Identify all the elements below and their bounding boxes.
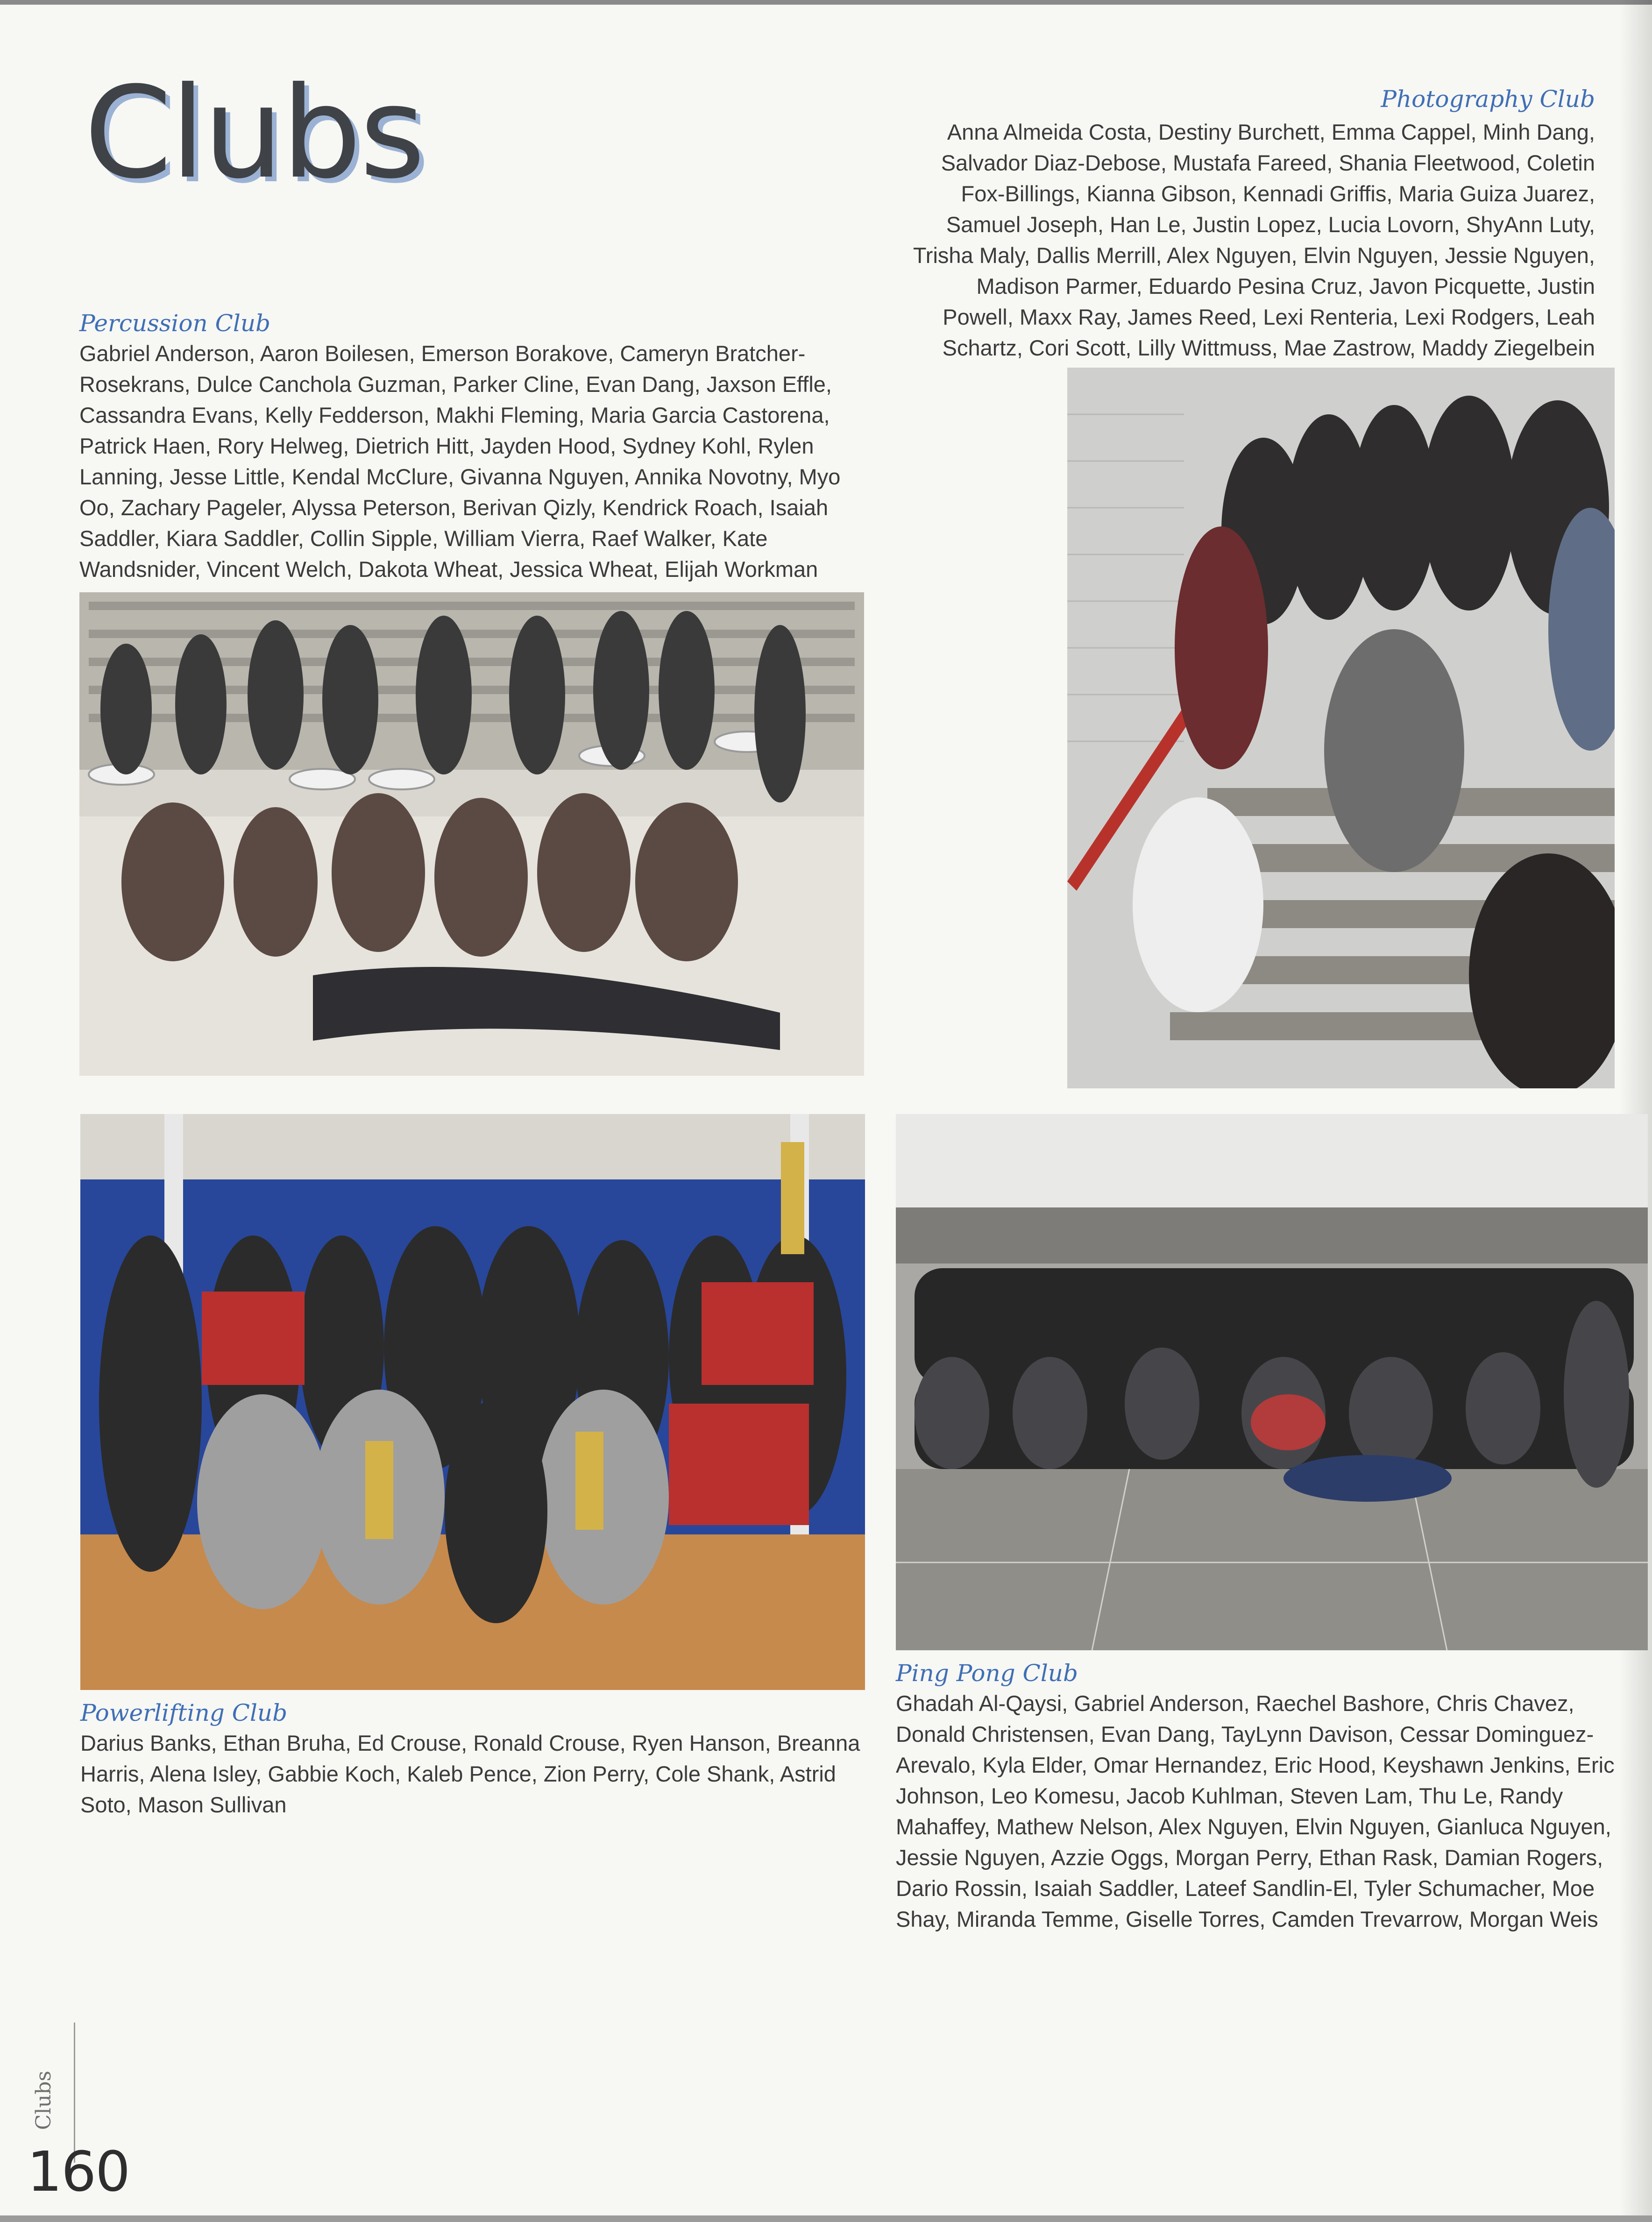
- percussion-club-heading: Percussion Club: [79, 310, 271, 337]
- pingpong-club-block: [896, 1661, 1634, 1935]
- powerlifting-club-block: [80, 1700, 884, 1820]
- page-top-edge: [0, 0, 1652, 5]
- pingpong-club-heading: Ping Pong Club: [896, 1660, 1078, 1687]
- powerlifting-club-members: Darius Banks, Ethan Bruha, Ed Crouse, Ronald Crouse, Ryen Hanson, Breanna Harris, Alena Isley, Gabbie Koch, Kaleb Pence, Zion Perry, Cole Shank, Astrid Soto, Mason Sullivan: [80, 1731, 860, 1817]
- percussion-club-block: [79, 311, 864, 585]
- photography-club-photo: [1067, 368, 1615, 1088]
- page-bottom-edge: [0, 2215, 1652, 2222]
- photography-club-members: Anna Almeida Costa, Destiny Burchett, Emma Cappel, Minh Dang, Salvador Diaz-Debose, Mustafa Fareed, Shania Fleetwood, Coletin Fox-Billings, Kianna Gibson, Kennadi Griffis, Maria Guiza Juarez, Samuel Joseph, Han Le, Justin Lopez, Lucia Lovorn, ShyAnn Luty, Trisha Maly, Dallis Merrill, Alex Nguyen, Elvin Nguyen, Jessie Nguyen, Madison Parmer, Eduardo Pesina Cruz, Javon Picquette, Justin Powell, Maxx Ray, James Reed, Lexi Renteria, Lexi Rodgers, Leah Schartz, Cori Scott, Lilly Wittmuss, Mae Zastrow, Maddy Ziegelbein: [913, 120, 1595, 360]
- photography-club-heading: Photography Club: [1381, 85, 1595, 113]
- percussion-club-members: Gabriel Anderson, Aaron Boilesen, Emerson Borakove, Cameryn Bratcher-Rosekrans, Dulce Canchola Guzman, Parker Cline, Evan Dang, Jaxson Effle, Cassandra Evans, Kelly Fedderson, Makhi Fleming, Maria Garcia Castorena, Patrick Haen, Rory Helweg, Dietrich Hitt, Jayden Hood, Sydney Kohl, Rylen Lanning, Jesse Little, Kendal McClure, Givanna Nguyen, Annika Novotny, Myo Oo, Zachary Pageler, Alyssa Peterson, Berivan Qizly, Kendrick Roach, Isaiah Saddler, Kiara Saddler, Collin Sipple, William Vierra, Raef Walker, Kate Wandsnider, Vincent Welch, Dakota Wheat, Jessica Wheat, Elijah Workman: [79, 341, 841, 582]
- photography-club-block: [906, 86, 1595, 363]
- footer-section-label: Clubs: [32, 2071, 56, 2130]
- powerlifting-club-photo: [80, 1114, 865, 1690]
- powerlifting-club-heading: Powerlifting Club: [80, 1699, 288, 1726]
- percussion-club-photo: [79, 592, 864, 1076]
- page-title: Clubs: [84, 59, 424, 206]
- pingpong-club-members: Ghadah Al-Qaysi, Gabriel Anderson, Raechel Bashore, Chris Chavez, Donald Christensen, Evan Dang, TayLynn Davison, Cessar Dominguez-Arevalo, Kyla Elder, Omar Hernandez, Eric Hood, Keyshawn Jenkins, Eric Johnson, Leo Komesu, Jacob Kuhlman, Steven Lam, Thu Le, Randy Mahaffey, Mathew Nelson, Alex Nguyen, Elvin Nguyen, Gianluca Nguyen, Jessie Nguyen, Azzie Oggs, Morgan Perry, Ethan Rask, Damian Rogers, Dario Rossin, Isaiah Saddler, Lateef Sandlin-El, Tyler Schumacher, Moe Shay, Miranda Temme, Giselle Torres, Camden Trevarrow, Morgan Weis: [896, 1691, 1615, 1931]
- pingpong-club-photo: [896, 1114, 1648, 1650]
- page-number: 160: [27, 2139, 130, 2204]
